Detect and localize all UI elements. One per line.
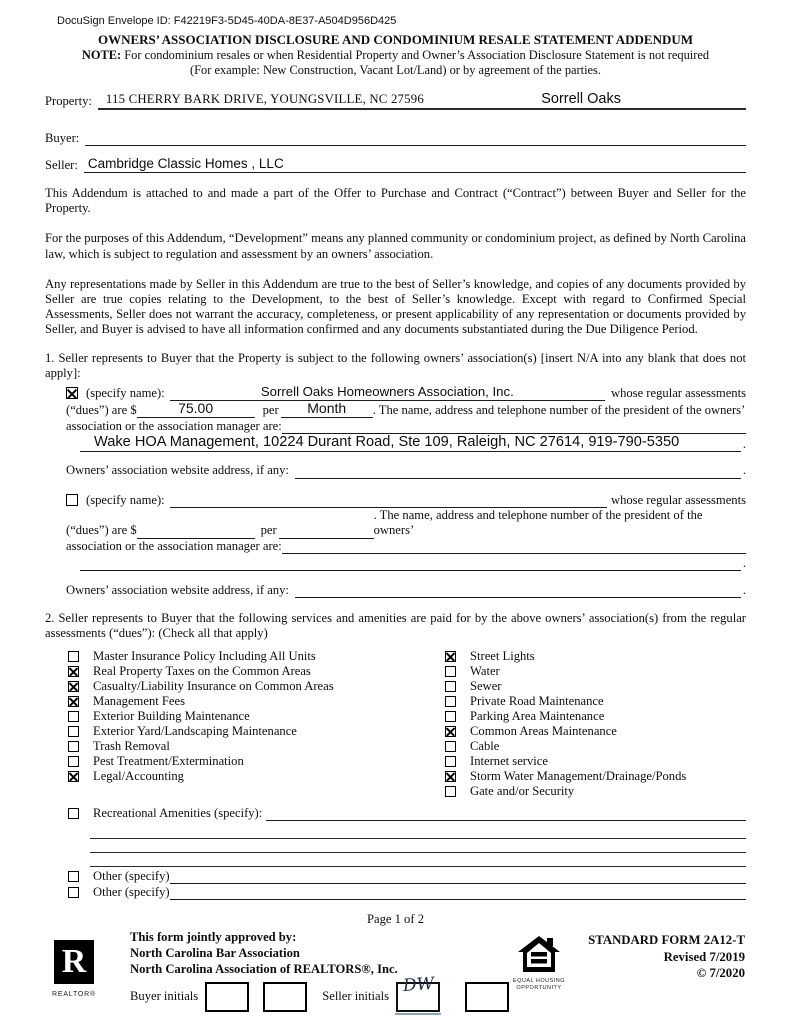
per-label: per — [260, 523, 277, 538]
service-label: Sewer — [470, 679, 502, 694]
docusign-envelope-id: DocuSign Envelope ID: F42219F3-5D45-40DA-8E37-A504D956D425 — [57, 15, 397, 27]
approval-text — [130, 929, 398, 977]
form-title: OWNERS’ ASSOCIATION DISCLOSURE AND CONDOMINIUM RESALE STATEMENT ADDENDUM — [97, 32, 694, 47]
checkbox[interactable] — [68, 651, 79, 662]
checkbox[interactable] — [68, 696, 79, 707]
recreational-row — [68, 806, 746, 821]
property-field[interactable] — [98, 91, 746, 110]
service-label: Common Areas Maintenance — [470, 724, 617, 739]
form-revised: Revised 7/2019 — [663, 949, 745, 964]
service-label: Master Insurance Policy Including All Units — [93, 649, 316, 664]
recreational-blank-line[interactable] — [90, 839, 746, 853]
service-label: Exterior Yard/Landscaping Maintenance — [93, 724, 297, 739]
buyer-initials-box-2[interactable] — [263, 982, 307, 1012]
assoc-b-manager-row — [66, 539, 746, 555]
buyer-value[interactable] — [85, 129, 89, 144]
assoc-a-per-value[interactable]: Month — [307, 400, 347, 417]
buyer-initials-label: Buyer initials — [130, 989, 199, 1004]
org-line-2: North Carolina Association of REALTORS®, Inc. — [130, 962, 398, 976]
buyer-initials-box-1[interactable] — [205, 982, 249, 1012]
checkbox[interactable] — [68, 711, 79, 722]
assoc-b-website-field[interactable] — [295, 583, 741, 598]
buyer-field[interactable] — [85, 129, 746, 146]
assoc-a-manager-field[interactable] — [80, 434, 741, 452]
section1-intro: 1. Seller represents to Buyer that the Property is subject to the following owners’ association(s) [insert N/A into any blank that does not apply]: — [45, 350, 746, 380]
service-label: Cable — [470, 739, 500, 754]
assoc-a-checkbox[interactable] — [66, 387, 78, 399]
service-item — [68, 724, 445, 739]
specify-name-label: (specify name): — [86, 386, 165, 401]
line-period: . — [742, 582, 746, 597]
assoc-b-manager-extra-row — [66, 554, 746, 571]
service-item — [68, 709, 445, 724]
org-line-1: North Carolina Bar Association — [130, 946, 300, 960]
after-per-text: . The name, address and telephone number of the president of the owners’ — [373, 508, 703, 538]
services-right-column — [445, 649, 746, 799]
assoc-a-name-row — [66, 384, 746, 401]
assoc-b-manager-field-2[interactable] — [80, 554, 741, 571]
service-item — [445, 679, 746, 694]
page-footer — [0, 926, 791, 1024]
checkbox[interactable] — [445, 741, 456, 752]
other-label: Other (specify) — [93, 868, 170, 883]
association-block-b — [66, 493, 746, 598]
service-label: Parking Area Maintenance — [470, 709, 605, 724]
seller-label: Seller: — [45, 157, 78, 172]
assoc-b-checkbox[interactable] — [66, 494, 78, 506]
assoc-a-dues-row — [66, 401, 746, 418]
service-label: Gate and/or Security — [470, 784, 575, 799]
checkbox[interactable] — [445, 666, 456, 677]
service-item — [445, 694, 746, 709]
recreational-checkbox[interactable] — [68, 808, 79, 819]
service-label: Pest Treatment/Extermination — [93, 754, 244, 769]
service-item — [445, 784, 746, 799]
other-checkbox[interactable] — [68, 887, 79, 898]
service-label: Management Fees — [93, 694, 185, 709]
association-block-a — [66, 384, 746, 479]
seller-field[interactable] — [84, 156, 746, 173]
other-field[interactable] — [170, 869, 746, 884]
checkbox[interactable] — [68, 771, 79, 782]
service-item — [68, 664, 445, 679]
checkbox[interactable] — [445, 651, 456, 662]
service-item — [68, 679, 445, 694]
services-left-column — [68, 649, 445, 799]
service-item — [68, 649, 445, 664]
checkbox[interactable] — [68, 666, 79, 677]
service-item — [445, 664, 746, 679]
realtor-logo-icon: R REALTOR® — [48, 940, 100, 1002]
checkbox[interactable] — [445, 771, 456, 782]
service-label: Water — [470, 664, 500, 679]
seller-initials-box-2[interactable] — [465, 982, 509, 1012]
equal-housing-icon — [511, 936, 567, 991]
service-item — [68, 769, 445, 784]
recreational-blank-line[interactable] — [90, 825, 746, 839]
assoc-a-dues-field[interactable] — [137, 401, 255, 418]
assoc-b-per-field[interactable] — [279, 524, 374, 539]
checkbox[interactable] — [68, 681, 79, 692]
other-checkbox[interactable] — [68, 871, 79, 882]
service-label: Private Road Maintenance — [470, 694, 604, 709]
service-item — [445, 709, 746, 724]
realtor-logo-caption: REALTOR® — [52, 991, 96, 998]
other-row-1 — [68, 868, 746, 884]
service-label: Casualty/Liability Insurance on Common Areas — [93, 679, 334, 694]
specify-name-label: (specify name): — [86, 493, 165, 508]
note-label: NOTE: — [81, 48, 122, 63]
assoc-a-manager-value-row — [66, 434, 746, 452]
other-field[interactable] — [170, 885, 746, 900]
standard-form-block — [588, 932, 745, 982]
whose-label: whose regular assessments — [610, 386, 746, 401]
recreational-label: Recreational Amenities (specify): — [93, 806, 263, 821]
dues-label: (“dues”) are $ — [66, 403, 137, 418]
checkbox[interactable] — [68, 756, 79, 767]
service-label: Legal/Accounting — [93, 769, 184, 784]
form-content — [45, 30, 746, 928]
paragraph-addendum: This Addendum is attached to and made a part of the Offer to Purchase and Contract (“Contract”) between Buyer and Seller for the Property. — [45, 186, 746, 216]
section2-intro: 2. Seller represents to Buyer that the following services and amenities are paid for by the above owners’ association(s) from the regular assessments (“dues”): (Check all that apply) — [45, 610, 746, 641]
assoc-b-manager-field[interactable] — [282, 539, 746, 554]
manager-label: association or the association manager are: — [66, 539, 282, 554]
service-item — [445, 724, 746, 739]
assoc-a-website-row — [66, 463, 746, 479]
paragraph-development: For the purposes of this Addendum, “Development” means any planned community or condominium project, as defined by North Carolina law, which is subject to regulation and assessment by an owners’ association. — [45, 231, 746, 261]
property-row — [45, 91, 746, 110]
assoc-b-dues-row — [66, 508, 746, 538]
service-item — [68, 694, 445, 709]
service-item — [445, 739, 746, 754]
assoc-a-name-value[interactable]: Sorrell Oaks Homeowners Association, Inc. — [260, 384, 514, 400]
services-columns — [68, 649, 746, 799]
form-copyright: © 7/2020 — [696, 966, 745, 980]
approved-by-line: This form jointly approved by: — [130, 930, 297, 944]
service-item — [445, 649, 746, 664]
line-period: . — [742, 556, 746, 571]
checkbox[interactable] — [445, 726, 456, 737]
assoc-a-website-field[interactable] — [295, 464, 741, 479]
line-period: . — [742, 436, 746, 451]
service-label: Real Property Taxes on the Common Areas — [93, 664, 311, 679]
seller-initials-label: Seller initials — [322, 989, 390, 1004]
service-item — [68, 754, 445, 769]
assoc-a-dues-value[interactable]: 75.00 — [178, 400, 214, 417]
after-per-text: . The name, address and telephone number of the president of the owners’ — [372, 403, 746, 418]
property-label: Property: — [45, 94, 92, 109]
service-item — [445, 754, 746, 769]
line-period: . — [742, 463, 746, 478]
assoc-b-name-field[interactable] — [170, 493, 607, 508]
service-label: Trash Removal — [93, 739, 170, 754]
checkbox[interactable] — [68, 726, 79, 737]
other-label: Other (specify) — [93, 885, 170, 900]
assoc-a-manager-row — [66, 418, 746, 434]
service-label: Exterior Building Maintenance — [93, 709, 250, 724]
assoc-b-website-row — [66, 582, 746, 598]
website-label: Owners’ association website address, if any: — [66, 463, 289, 478]
seller-row — [45, 156, 746, 173]
property-value[interactable]: 115 CHERRY BARK DRIVE, YOUNGSVILLE, NC 27596 — [105, 92, 424, 107]
buyer-row — [45, 129, 746, 146]
checkbox[interactable] — [445, 696, 456, 707]
whose-label: whose regular assessments — [610, 493, 746, 508]
service-label: Storm Water Management/Drainage/Ponds — [470, 769, 687, 784]
service-label: Internet service — [470, 754, 548, 769]
page-indicator: Page 1 of 2 — [366, 912, 424, 927]
seller-value[interactable]: Cambridge Classic Homes , LLC — [87, 155, 284, 171]
form-code: STANDARD FORM 2A12-T — [588, 933, 745, 947]
dues-label: (“dues”) are $ — [66, 523, 137, 538]
note-text: For condominium resales or when Residential Property and Owner’s Association Disclosure Statement is not required (For example: New Construction, Vacant Lot/Land) or by agreement of the parties. — [124, 48, 710, 78]
paragraph-representations: Any representations made by Seller in this Addendum are true to the best of Seller’s knowledge, and copies of any documents provided by Seller are true copies relating to the Development, to the best of Seller’s knowledge. Except with regard to Confirmed Special Assessments, Seller does not warrant the accuracy, completeness, or present applicability of any representation or documents provided by Seller, and Buyer is advised to have all information confirmed and any documents substantiated during the Due Diligence Period. — [45, 276, 746, 337]
recreational-blank-line[interactable] — [90, 853, 746, 867]
service-label: Street Lights — [470, 649, 535, 664]
checkbox[interactable] — [445, 681, 456, 692]
recreational-field[interactable] — [266, 806, 746, 821]
assoc-a-name-field[interactable] — [170, 384, 605, 401]
equal-housing-caption-1: EQUAL HOUSING — [512, 978, 566, 984]
other-row-2 — [68, 885, 746, 901]
website-label: Owners’ association website address, if any: — [66, 582, 289, 597]
checkbox[interactable] — [445, 756, 456, 767]
assoc-a-per-field[interactable] — [281, 401, 373, 418]
checkbox[interactable] — [445, 786, 456, 797]
seller-initials-box-1[interactable] — [396, 973, 440, 1012]
checkbox[interactable] — [68, 741, 79, 752]
service-item — [68, 739, 445, 754]
assoc-a-manager-value[interactable]: Wake HOA Management, 10224 Durant Road, Ste 109, Raleigh, NC 27614, 919-790-5350 — [94, 434, 680, 451]
assoc-a-manager-field-start[interactable] — [282, 419, 746, 434]
manager-label: association or the association manager are: — [66, 418, 282, 433]
seller-initials-value: DW — [402, 973, 435, 997]
property-annotation[interactable]: Sorrell Oaks — [541, 90, 621, 107]
assoc-b-dues-field[interactable] — [137, 524, 255, 539]
buyer-label: Buyer: — [45, 130, 80, 145]
checkbox[interactable] — [445, 711, 456, 722]
per-label: per — [262, 403, 279, 418]
form-note — [76, 48, 716, 78]
assoc-b-name-row — [66, 493, 746, 509]
equal-housing-caption-2: OPPORTUNITY — [516, 984, 562, 991]
initials-row — [130, 973, 516, 1012]
service-item — [445, 769, 746, 784]
